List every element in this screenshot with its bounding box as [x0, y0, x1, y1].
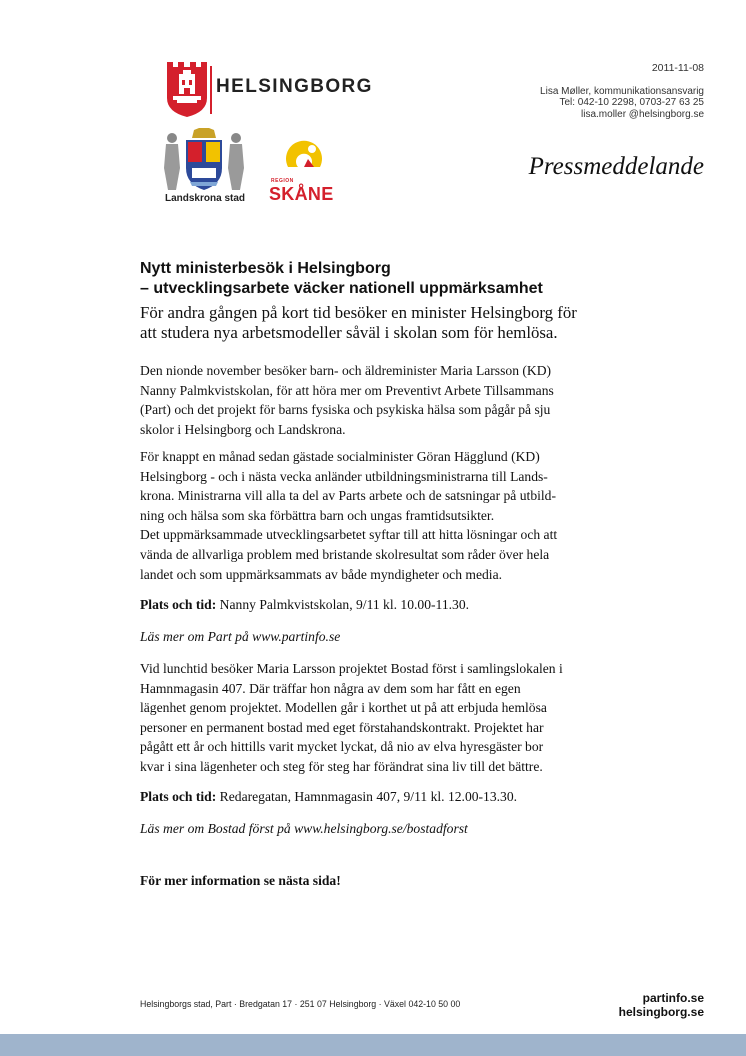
venue-time-1	[140, 595, 720, 615]
paragraph-line: skolor i Helsingborg och Landskrona.	[140, 421, 346, 437]
lead-line-2: att studera nya arbetsmodeller såväl i skolan som för hemlösa.	[140, 323, 558, 342]
contact-name: Lisa Møller, kommunikationsansvarig	[540, 85, 704, 97]
contact-block	[540, 63, 704, 120]
logo-divider	[210, 66, 212, 114]
venue-time-value: Redaregatan, Hamnmagasin 407, 9/11 kl. 12.00-13.30.	[216, 789, 518, 804]
paragraph-line: ning och hälsa som ska förbättra barn och ungas framtidsutsikter.	[140, 507, 495, 523]
skane-wordmark: SKÅNE	[269, 184, 334, 204]
body-paragraph-2	[140, 447, 720, 584]
paragraph-line: För knappt en månad sedan gästade socialminister Göran Hägglund (KD)	[140, 449, 540, 464]
date: 2011-11-08	[651, 62, 704, 74]
paragraph-line: Nanny Palmkvistskolan, för att höra mer om Preventivt Arbete Tillsammans	[140, 382, 554, 398]
paragraph-line: (Part) och det projekt för barns fysiska och psykiska hälsa som pågår på sju	[140, 402, 551, 418]
landskrona-coat-of-arms-icon	[158, 128, 250, 194]
contact-phone: Tel: 042-10 2298, 0703-27 63 25	[559, 97, 704, 108]
paragraph-line: pågått ett år och hittills varit mycket lyckat, då nio av elva hyresgäster bor	[140, 739, 544, 755]
more-info-note: För mer information se nästa sida!	[140, 873, 341, 888]
body-paragraph-3	[140, 659, 720, 777]
paragraph-line: personer en permanent bostad med eget förstahandskontrakt. Projektet har	[140, 719, 544, 735]
bottom-color-band	[0, 1034, 746, 1056]
paragraph-line: kvar i sina lägenheter och steg för steg har förändrat sina liv till det bättre.	[140, 758, 543, 774]
venue-time-2	[140, 787, 720, 807]
skane-region-label: REGION	[271, 178, 294, 184]
footer-link-helsingborg[interactable]: helsingborg.se	[618, 1005, 704, 1019]
paragraph-line: Helsingborg - och i nästa vecka anländer utbildningsministrarna till Lands-	[140, 468, 548, 484]
footer-links	[619, 991, 704, 1019]
headline-line-2: – utvecklingsarbete väcker nationell uppmärksamhet	[140, 280, 543, 297]
paragraph-line: Det uppmärksammade utvecklingsarbetet syftar till att hitta lösningar och att	[140, 527, 558, 543]
paragraph-line: Vid lunchtid besöker Maria Larsson projektet Bostad först i samlingslokalen i	[140, 661, 563, 676]
footer-link-partinfo[interactable]: partinfo.se	[642, 991, 704, 1005]
paragraph-line: landet och som uppmärksammats av både myndigheter och media.	[140, 566, 503, 582]
paragraph-line: krona. Ministrarna vill alla ta del av Parts arbete och de satsningar på utbild-	[140, 488, 556, 504]
contact-email: lisa.moller @helsingborg.se	[581, 108, 704, 120]
skane-sun-icon	[280, 137, 328, 179]
footer-address: Helsingborgs stad, Part · Bredgatan 17 · 251 07 Helsingborg · Växel 042-10 50 00	[140, 999, 461, 1009]
read-more-bostad-forst[interactable]: Läs mer om Bostad först på www.helsingborg.se/bostadforst	[140, 821, 468, 836]
lead-line-1: För andra gången på kort tid besöker en minister Helsingborg för	[140, 303, 577, 322]
landskrona-label: Landskrona stad	[164, 193, 246, 204]
headline	[140, 259, 543, 299]
venue-time-value: Nanny Palmkvistskolan, 9/11 kl. 10.00-11.30.	[216, 597, 470, 612]
document-type: Pressmeddelande	[528, 153, 704, 180]
paragraph-line: Hamnmagasin 407. Där träffar hon några av dem som har fått en egen	[140, 680, 521, 696]
venue-time-label: Plats och tid:	[140, 789, 217, 804]
helsingborg-crest-icon	[165, 60, 209, 118]
read-more-part[interactable]: Läs mer om Part på www.partinfo.se	[140, 629, 341, 644]
body-paragraph-1	[140, 361, 720, 439]
headline-line-1: Nytt ministerbesök i Helsingborg	[140, 260, 391, 277]
paragraph-line: vända de allvarliga problem med bristande skolresultat som råder över hela	[140, 546, 550, 562]
venue-time-label: Plats och tid:	[140, 597, 217, 612]
paragraph-line: Den nionde november besöker barn- och äldreminister Maria Larsson (KD)	[140, 363, 552, 378]
helsingborg-wordmark: HELSINGBORG	[216, 76, 373, 97]
lead-paragraph	[140, 303, 710, 343]
paragraph-line: lägenhet genom projektet. Modellen går i korthet ut på att erbjuda hemlösa	[140, 700, 547, 716]
